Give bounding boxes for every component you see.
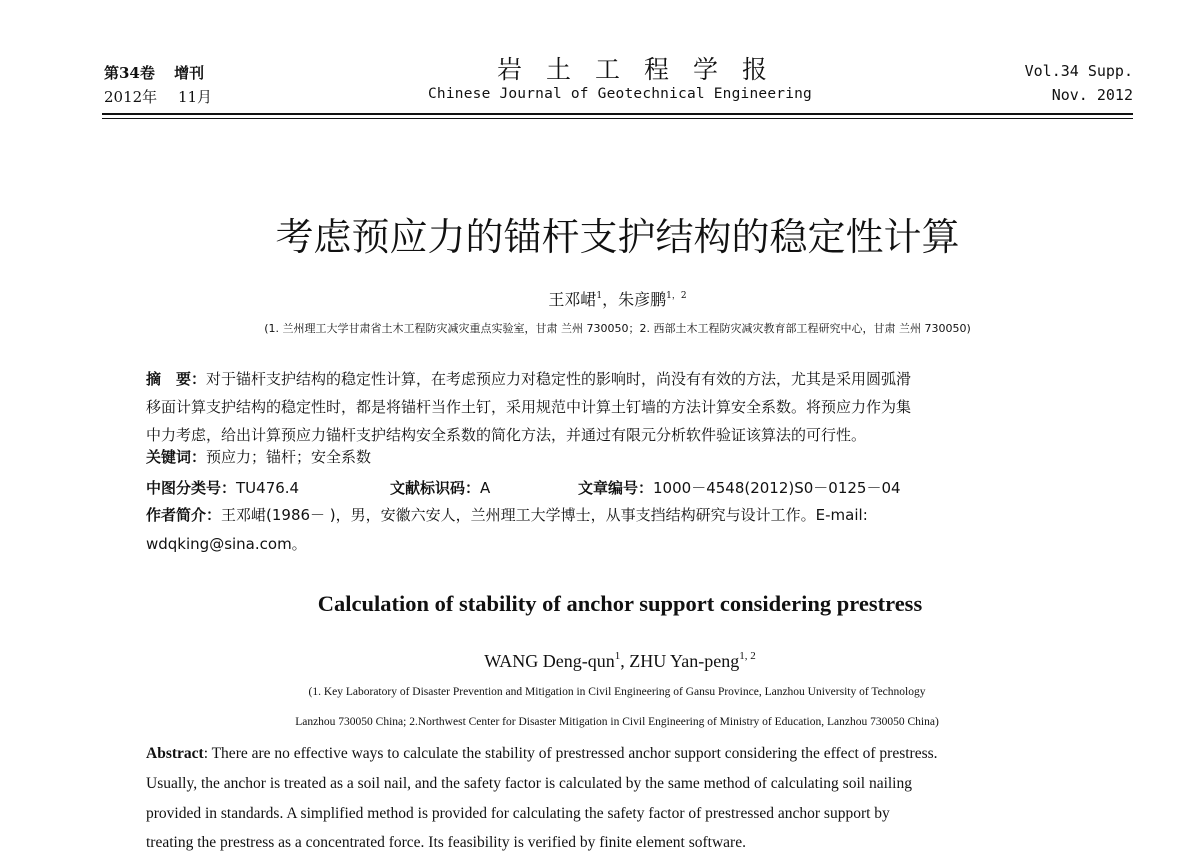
author-1-affil-cn: 1 — [596, 291, 603, 301]
month-cn: 11月 — [177, 88, 213, 106]
author-1-affil-en: 1 — [614, 650, 621, 662]
author-bio-text-1: 王邓峮(1986－ )，男，安徽六安人，兰州理工大学博士，从事支挡结构研究与设计工作。E-mail: — [221, 506, 868, 524]
doc-code-value: A — [480, 479, 491, 497]
header-rule-thin — [102, 118, 1133, 119]
journal-title-cn: 岩土工程学报 — [496, 55, 791, 84]
issue-cn: 增刊 — [174, 64, 205, 82]
author-2-affil-cn: 1，2 — [666, 291, 687, 301]
paper-title-cn: 考虑预应力的锚杆支护结构的稳定性计算 — [275, 215, 960, 259]
abstract-cn-line-3: 中力考虑，给出计算预应力锚杆支护结构安全系数的简化方法，并通过有限元分析软件验证该算法的可行性。 — [146, 426, 867, 444]
abstract-cn-line-1 — [146, 368, 911, 389]
article-number — [578, 477, 901, 498]
keywords-cn-value: 预应力；锚杆；安全系数 — [206, 448, 372, 466]
doc-code — [390, 477, 490, 498]
author-1-cn: 王邓峮 — [548, 290, 597, 309]
abstract-cn-line-2: 移面计算支护结构的稳定性时，都是将锚杆当作土钉，采用规范中计算土钉墙的方法计算安全系数。将预应力作为集 — [146, 398, 912, 416]
header-rule-thick — [102, 113, 1133, 115]
doc-code-label: 文献标识码： — [390, 479, 481, 497]
abstract-cn-label: 摘 要： — [146, 370, 207, 388]
abstract-en-line-4: treating the prestress as a concentrated force. Its feasibility is verified by finite element software. — [146, 834, 746, 851]
clc-label: 中图分类号： — [146, 479, 237, 497]
abstract-cn-text-1: 对于锚杆支护结构的稳定性计算，在考虑预应力对稳定性的影响时，尚没有有效的方法，尤其是采用圆弧滑 — [206, 370, 912, 388]
clc-value: TU476.4 — [236, 479, 300, 497]
abstract-en-line-3: provided in standards. A simplified method is provided for calculating the safety factor of prestressed anchor support by — [146, 805, 890, 822]
affiliation-en-line-2: Lanzhou 730050 China; 2.Northwest Center for Disaster Mitigation in Civil Engineering of Ministry of Education, Lanzhou 730050 China) — [295, 716, 939, 728]
abstract-en-colon: : — [203, 745, 212, 762]
author-separator-en: , — [620, 651, 630, 671]
authors-cn — [0, 287, 1200, 310]
abstract-en-line-1 — [146, 745, 938, 763]
author-separator-cn: ， — [602, 290, 619, 309]
authors-en — [0, 650, 1200, 672]
author-bio-email: wdqking@sina.com。 — [146, 535, 307, 553]
volume-cn: 第34卷 — [104, 64, 155, 82]
article-number-label: 文章编号： — [578, 479, 654, 497]
classification-row — [146, 477, 299, 498]
author-2-cn: 朱彦鹏 — [618, 290, 667, 309]
journal-title-en: Chinese Journal of Geotechnical Engineering — [428, 86, 812, 102]
article-number-value: 1000－4548(2012)S0－0125－04 — [653, 479, 901, 497]
volume-en: Vol.34 Supp. — [1024, 62, 1133, 80]
abstract-en-text-1: There are no effective ways to calculate the stability of prestressed anchor support considering the effect of prestress. — [211, 745, 938, 762]
abstract-en-line-2: Usually, the anchor is treated as a soil nail, and the safety factor is calculated by the same method of calculating soil nailing — [146, 775, 912, 792]
abstract-en-label: Abstract — [146, 745, 204, 762]
author-1-en: WANG Deng-qun — [484, 651, 615, 671]
affiliation-en-line-1: (1. Key Laboratory of Disaster Prevention and Mitigation in Civil Engineering of Gansu Province, Lanzhou University of Technology — [308, 686, 926, 698]
author-2-affil-en: 1, 2 — [739, 650, 756, 662]
author-bio-line-1 — [146, 504, 868, 525]
affiliation-cn: (1. 兰州理工大学甘肃省土木工程防灾减灾重点实验室，甘肃 兰州 730050；2. 西部土木工程防灾减灾教育部工程研究中心，甘肃 兰州 730050) — [264, 322, 971, 335]
keywords-cn — [146, 446, 371, 467]
author-bio-label: 作者简介： — [146, 506, 222, 524]
author-2-en: ZHU Yan-peng — [629, 651, 740, 671]
paper-title-en: Calculation of stability of anchor support considering prestress — [317, 591, 923, 616]
keywords-cn-label: 关键词： — [146, 448, 207, 466]
date-en: Nov. 2012 — [1051, 86, 1133, 104]
year-cn: 2012年 — [104, 88, 158, 106]
